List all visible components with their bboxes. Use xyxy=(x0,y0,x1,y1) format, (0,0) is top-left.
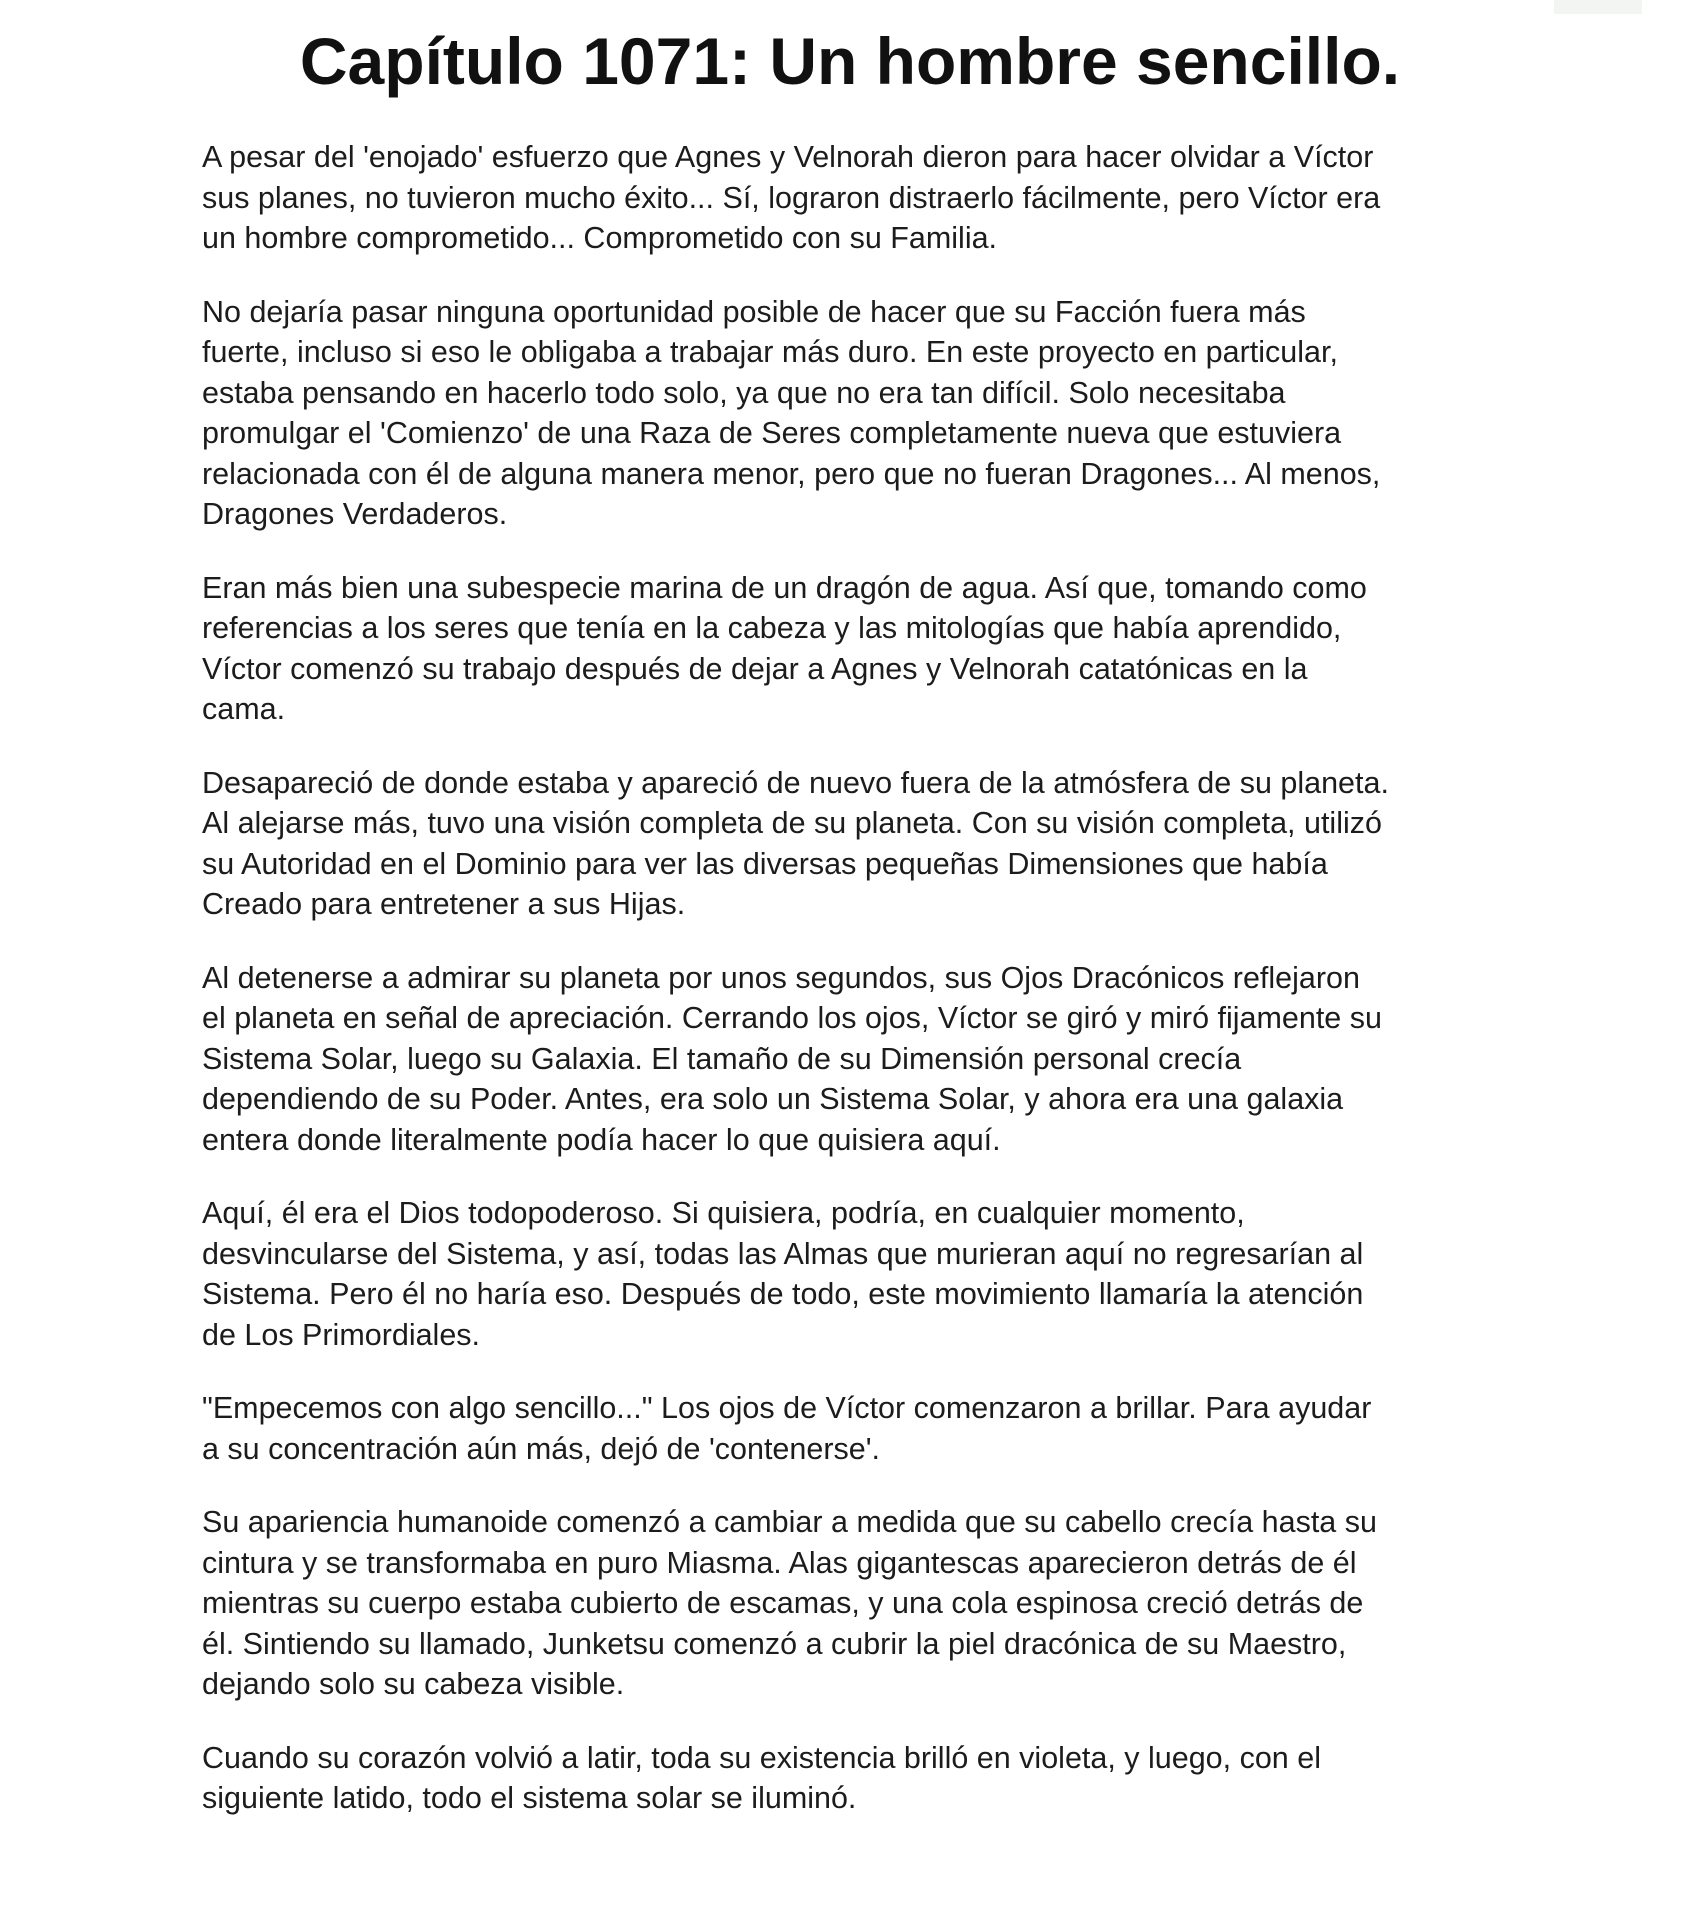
paragraph-8: Su apariencia humanoide comenzó a cambiar a medida que su cabello crecía hasta su cintura y se transformaba en puro Miasma. Alas gigantescas aparecieron detrás de él mientras su cuerpo estaba cubierto de escamas, y una cola espinosa creció detrás de él. Sintiendo su llamado, Junketsu comenzó a cubrir la piel dracónica de su Maestro, dejando solo su cabeza visible. xyxy=(202,1505,1377,1701)
paragraph-2: No dejaría pasar ninguna oportunidad posible de hacer que su Facción fuera más fuerte, incluso si eso le obligaba a trabajar más duro. En este proyecto en particular, estaba pensando en hacerlo todo solo, ya que no era tan difícil. Solo necesitaba promulgar el 'Comienzo' de una Raza de Seres completamente nueva que estuviera relacionada con él de alguna manera menor, pero que no fueran Dragones... Al menos, Dragones Verdaderos. xyxy=(202,294,1381,531)
page-corner-mark xyxy=(1554,0,1642,14)
paragraph-6: Aquí, él era el Dios todopoderoso. Si quisiera, podría, en cualquier momento, desvincularse del Sistema, y así, todas las Almas que murieran aquí no regresarían al Sistema. Pero él no haría eso. Después de todo, este movimiento llamaría la atención de Los Primordiales. xyxy=(202,1196,1364,1352)
chapter-title: Capítulo 1071: Un hombre sencillo. xyxy=(299,24,1401,98)
paragraph-1: A pesar del 'enojado' esfuerzo que Agnes y Velnorah dieron para hacer olvidar a Víctor sus planes, no tuvieron mucho éxito... Sí, lograron distraerlo fácilmente, pero Víctor era un hombre comprometido... Comprometido con su Familia. xyxy=(202,140,1381,255)
paragraph-5: Al detenerse a admirar su planeta por unos segundos, sus Ojos Dracónicos reflejaron el planeta en señal de apreciación. Cerrando los ojos, Víctor se giró y miró fijamente su Sistema Solar, luego su Galaxia. El tamaño de su Dimensión personal crecía dependiendo de su Poder. Antes, era solo un Sistema Solar, y ahora era una galaxia entera donde literalmente podía hacer lo que quisiera aquí. xyxy=(202,960,1382,1157)
paragraph-7: "Empecemos con algo sencillo..." Los ojos de Víctor comenzaron a brillar. Para ayudar a su concentración aún más, dejó de 'contenerse'. xyxy=(202,1391,1372,1466)
paragraph-4: Desapareció de donde estaba y apareció de nuevo fuera de la atmósfera de su planeta. Al alejarse más, tuvo una visión completa de su planeta. Con su visión completa, utilizó su Autoridad en el Dominio para ver las diversas pequeñas Dimensiones que había Creado para entretener a sus Hijas. xyxy=(202,765,1389,921)
chapter-body xyxy=(202,137,1532,1852)
paragraph-9: Cuando su corazón volvió a latir, toda su existencia brilló en violeta, y luego, con el siguiente latido, todo el sistema solar se iluminó. xyxy=(202,1740,1321,1815)
paragraph-3: Eran más bien una subespecie marina de un dragón de agua. Así que, tomando como referencias a los seres que tenía en la cabeza y las mitologías que había aprendido, Víctor comenzó su trabajo después de dejar a Agnes y Velnorah catatónicas en la cama. xyxy=(202,570,1367,726)
